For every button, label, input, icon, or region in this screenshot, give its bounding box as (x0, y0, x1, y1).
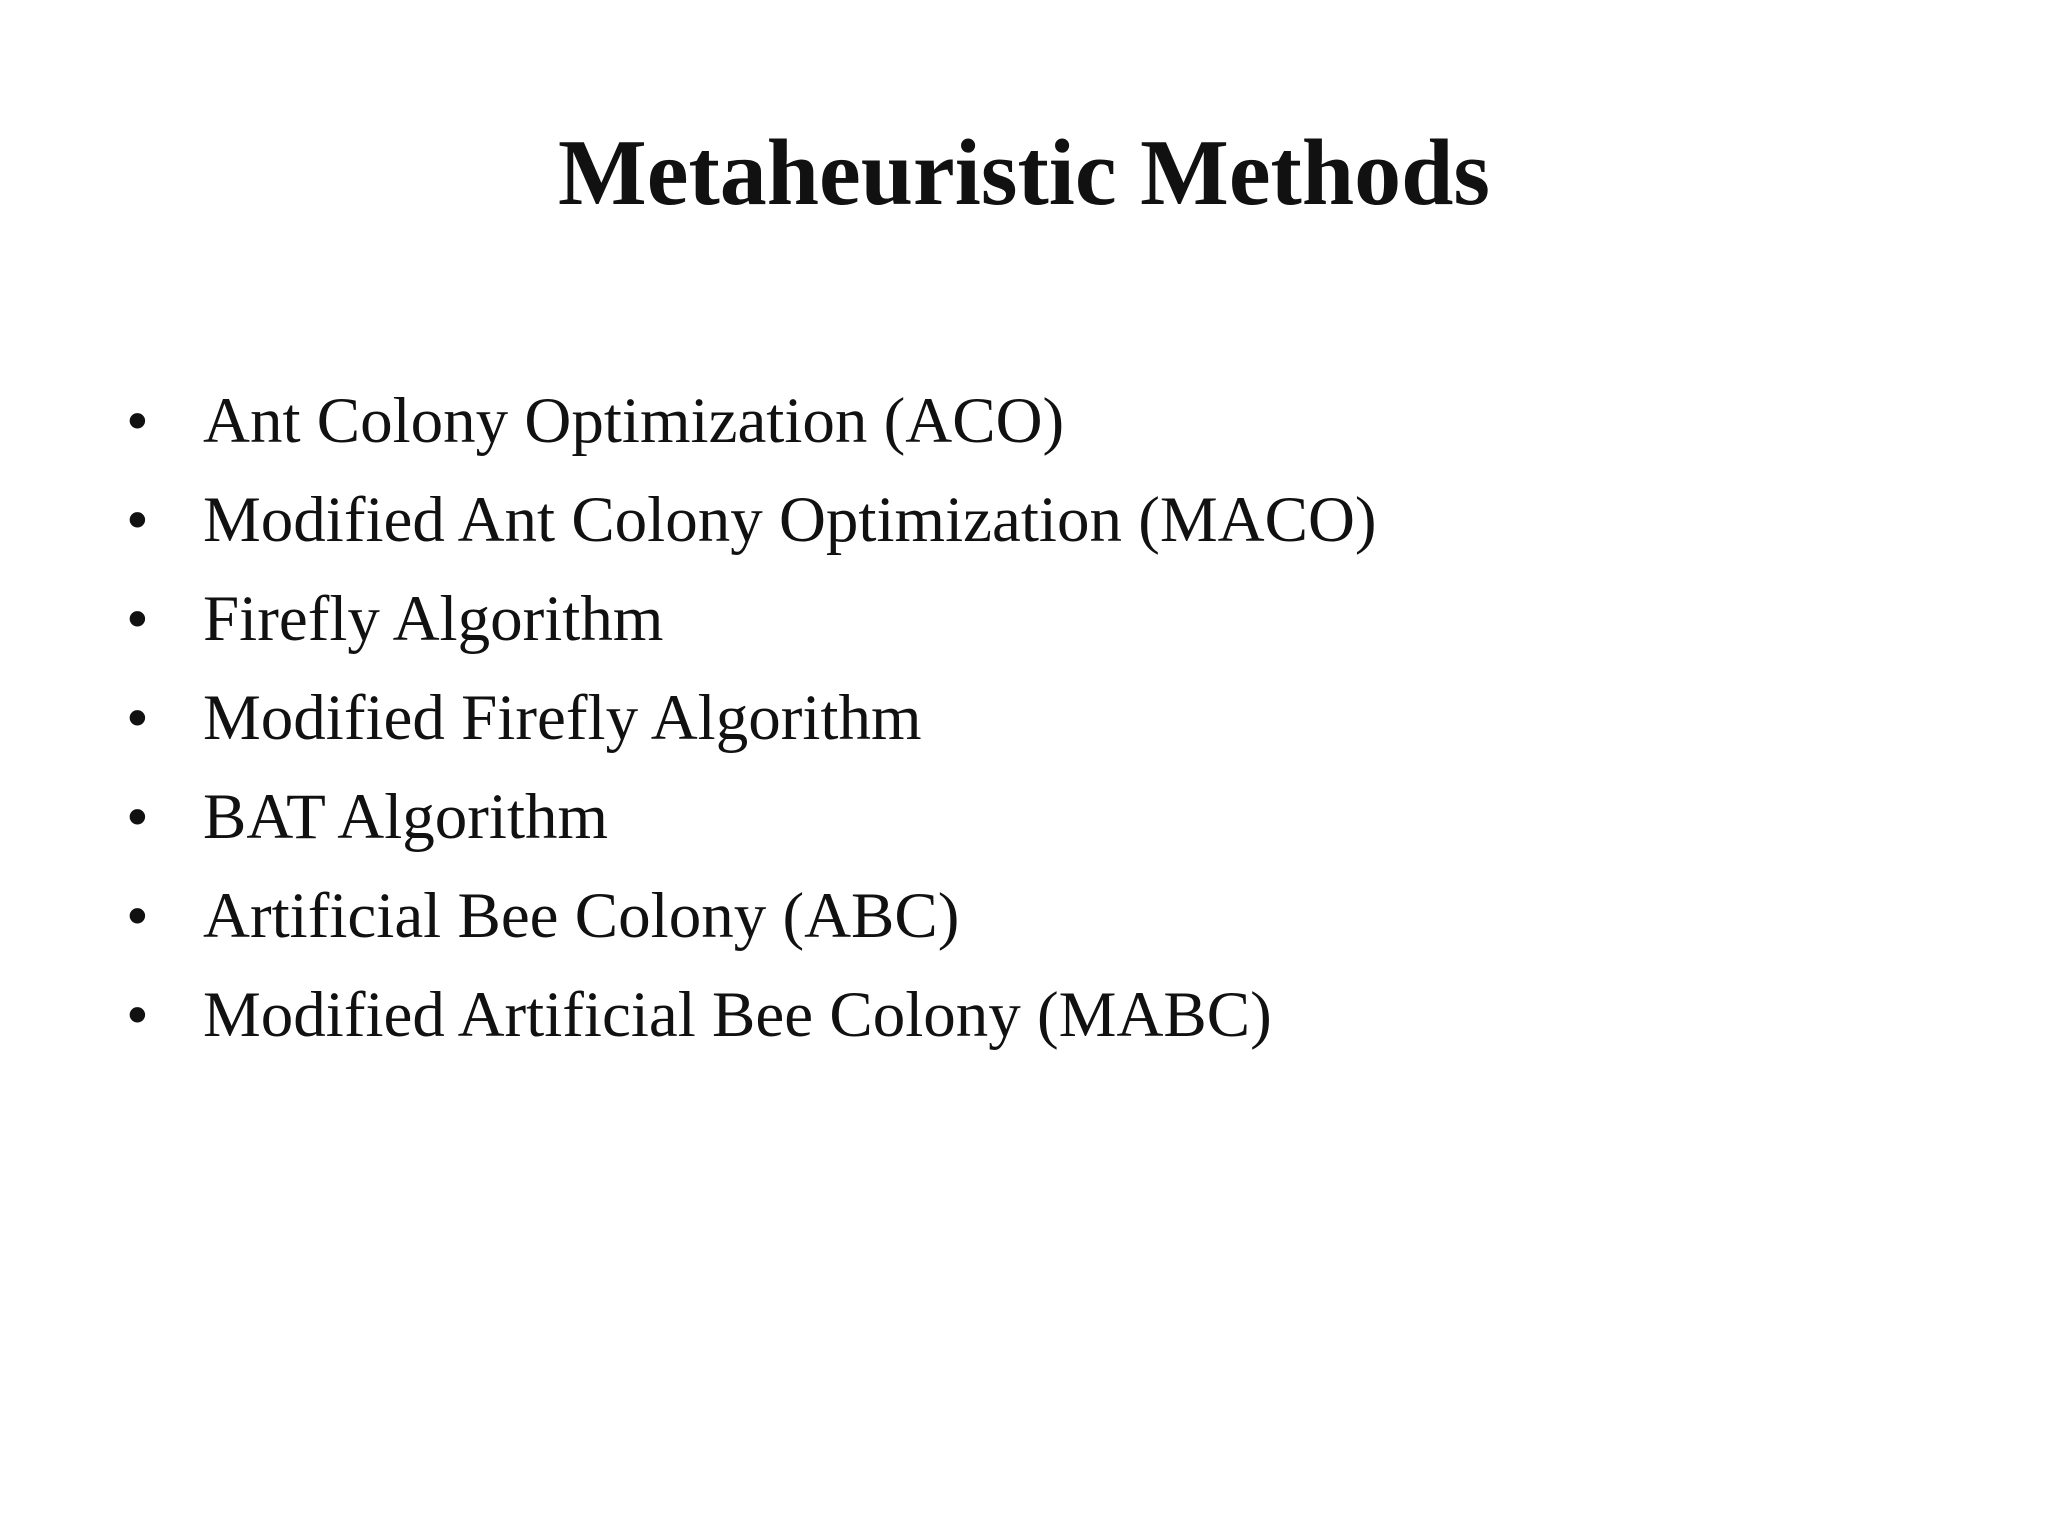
list-item (118, 372, 1968, 471)
list-item-label: Firefly Algorithm (203, 583, 664, 655)
list-item (118, 669, 1968, 768)
list-item-label: Artificial Bee Colony (ABC) (203, 880, 960, 952)
list-item (118, 471, 1968, 570)
list-item (118, 570, 1968, 669)
list-item (118, 768, 1968, 867)
bullet-icon: • (126, 781, 149, 853)
list-item-label: Ant Colony Optimization (ACO) (203, 385, 1065, 457)
list-item-label: Modified Firefly Algorithm (203, 682, 922, 754)
list-item-label: BAT Algorithm (203, 781, 609, 853)
bullet-icon: • (126, 385, 149, 457)
bullet-icon: • (126, 583, 149, 655)
bullet-icon: • (126, 979, 149, 1051)
list-item (118, 867, 1968, 966)
slide-title: Metaheuristic Methods (558, 121, 1490, 225)
bullet-icon: • (126, 682, 149, 754)
list-item-label: Modified Ant Colony Optimization (MACO) (203, 484, 1377, 556)
bullet-icon: • (126, 880, 149, 952)
list-item (118, 966, 1968, 1065)
bullet-icon: • (126, 484, 149, 556)
bullet-list (118, 372, 1968, 1065)
list-item-label: Modified Artificial Bee Colony (MABC) (203, 979, 1272, 1051)
